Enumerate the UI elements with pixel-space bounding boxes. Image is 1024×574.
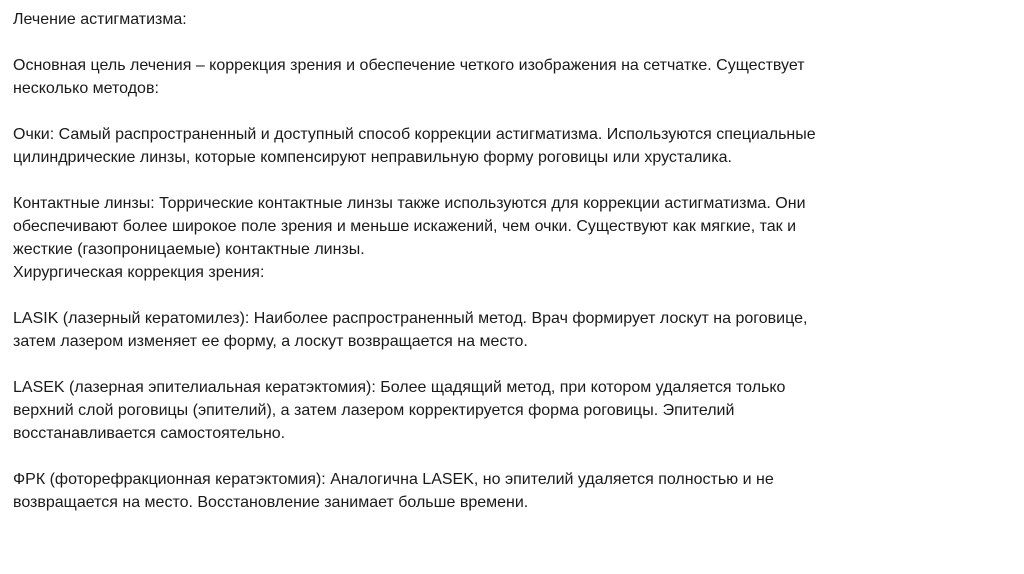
lasik-paragraph (13, 307, 1013, 353)
spacer (13, 284, 1013, 307)
spacer (13, 31, 1013, 54)
lasek-paragraph (13, 376, 1013, 445)
surgery-heading: Хирургическая коррекция зрения: (13, 264, 265, 281)
glasses-line: цилиндрические линзы, которые компенсируют неправильную форму роговицы или хрусталика. (13, 149, 732, 166)
lasek-line: восстанавливается самостоятельно. (13, 425, 286, 442)
slide-text (13, 8, 1013, 514)
intro-paragraph (13, 54, 1013, 100)
contacts-line: жесткие (газопроницаемые) контактные линзы. (13, 241, 365, 258)
lasek-line: LASEK (лазерная эпителиальная кератэктомия): Более щадящий метод, при котором удаляется только (13, 379, 786, 396)
intro-line: несколько методов: (13, 80, 159, 97)
lasik-line: затем лазером изменяет ее форму, а лоскут возвращается на место. (13, 333, 528, 350)
glasses-line: Очки: Самый распространенный и доступный способ коррекции астигматизма. Используются специальные (13, 126, 816, 143)
spacer (13, 445, 1013, 468)
contacts-line: обеспечивают более широкое поле зрения и меньше искажений, чем очки. Существуют как мягкие, так и (13, 218, 797, 235)
contacts-paragraph (13, 192, 1013, 261)
contacts-line: Контактные линзы: Торрические контактные линзы также используются для коррекции астигматизма. Они (13, 195, 806, 212)
prk-line: ФРК (фоторефракционная кератэктомия): Аналогична LASEK, но эпителий удаляется полностью и не (13, 471, 774, 488)
spacer (13, 169, 1013, 192)
intro-line: Основная цель лечения – коррекция зрения и обеспечение четкого изображения на сетчатке. Существует (13, 57, 805, 74)
slide-title: Лечение астигматизма: (13, 11, 187, 28)
prk-paragraph (13, 468, 1013, 514)
lasik-line: LASIK (лазерный кератомилез): Наиболее распространенный метод. Врач формирует лоскут на роговице, (13, 310, 808, 327)
prk-line: возвращается на место. Восстановление занимает больше времени. (13, 494, 529, 511)
spacer (13, 100, 1013, 123)
lasek-line: верхний слой роговицы (эпителий), а затем лазером корректируется форма роговицы. Эпителий (13, 402, 735, 419)
glasses-paragraph (13, 123, 1013, 169)
spacer (13, 353, 1013, 376)
